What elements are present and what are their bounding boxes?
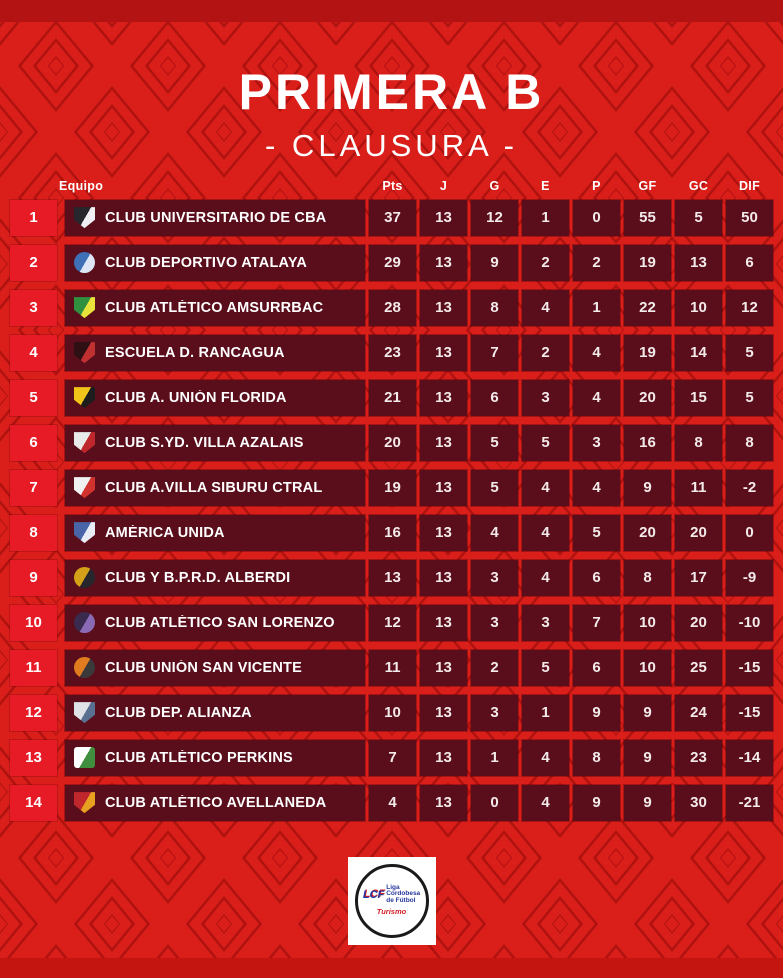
stat-gc: 14 bbox=[675, 335, 722, 371]
stat-e: 4 bbox=[522, 785, 569, 821]
stat-e: 1 bbox=[522, 200, 569, 236]
stat-j: 13 bbox=[420, 785, 467, 821]
stat-dif: 5 bbox=[726, 380, 773, 416]
table-row bbox=[10, 695, 773, 731]
team-cell bbox=[65, 695, 365, 731]
stat-dif: -9 bbox=[726, 560, 773, 596]
stat-e: 4 bbox=[522, 515, 569, 551]
position-badge: 11 bbox=[10, 650, 57, 686]
stat-dif: 0 bbox=[726, 515, 773, 551]
stat-gf: 22 bbox=[624, 290, 671, 326]
stat-p: 4 bbox=[573, 335, 620, 371]
stat-gc: 20 bbox=[675, 515, 722, 551]
stat-gf: 20 bbox=[624, 380, 671, 416]
stat-j: 13 bbox=[420, 695, 467, 731]
stat-pts: 13 bbox=[369, 560, 416, 596]
stat-pts: 11 bbox=[369, 650, 416, 686]
liga-cordobesa-logo-icon bbox=[355, 864, 429, 938]
stat-gf: 10 bbox=[624, 605, 671, 641]
table-row bbox=[10, 470, 773, 506]
stat-gf: 8 bbox=[624, 560, 671, 596]
team-cell bbox=[65, 515, 365, 551]
stat-pts: 28 bbox=[369, 290, 416, 326]
stat-pts: 37 bbox=[369, 200, 416, 236]
team-name: CLUB Y B.P.R.D. ALBERDI bbox=[105, 569, 291, 586]
stat-j: 13 bbox=[420, 515, 467, 551]
team-cell bbox=[65, 200, 365, 236]
stat-dif: 50 bbox=[726, 200, 773, 236]
team-cell bbox=[65, 560, 365, 596]
stat-e: 1 bbox=[522, 695, 569, 731]
team-name: CLUB ATLÉTICO AMSURRBAC bbox=[105, 299, 324, 316]
team-name: CLUB DEP. ALIANZA bbox=[105, 704, 252, 721]
position-badge: 1 bbox=[10, 200, 57, 236]
stat-p: 1 bbox=[573, 290, 620, 326]
stat-e: 5 bbox=[522, 650, 569, 686]
stat-dif: -14 bbox=[726, 740, 773, 776]
stat-g: 6 bbox=[471, 380, 518, 416]
stat-j: 13 bbox=[420, 605, 467, 641]
column-header-pts: Pts bbox=[382, 178, 403, 193]
stat-g: 5 bbox=[471, 470, 518, 506]
stat-p: 6 bbox=[573, 650, 620, 686]
stat-gc: 11 bbox=[675, 470, 722, 506]
stat-pts: 19 bbox=[369, 470, 416, 506]
stat-gc: 8 bbox=[675, 425, 722, 461]
table-row bbox=[10, 425, 773, 461]
stat-gc: 10 bbox=[675, 290, 722, 326]
table-row bbox=[10, 200, 773, 236]
stat-dif: 12 bbox=[726, 290, 773, 326]
stat-gf: 20 bbox=[624, 515, 671, 551]
stat-p: 7 bbox=[573, 605, 620, 641]
stat-g: 4 bbox=[471, 515, 518, 551]
club-crest-icon bbox=[74, 657, 95, 678]
stat-pts: 20 bbox=[369, 425, 416, 461]
stat-p: 3 bbox=[573, 425, 620, 461]
stat-gc: 25 bbox=[675, 650, 722, 686]
team-cell bbox=[65, 785, 365, 821]
stat-dif: 5 bbox=[726, 335, 773, 371]
stat-pts: 21 bbox=[369, 380, 416, 416]
position-badge: 10 bbox=[10, 605, 57, 641]
stat-gf: 9 bbox=[624, 695, 671, 731]
table-row bbox=[10, 245, 773, 281]
stat-gf: 16 bbox=[624, 425, 671, 461]
team-name: CLUB ATLÉTICO PERKINS bbox=[105, 749, 293, 766]
team-name: AMÉRICA UNIDA bbox=[105, 524, 225, 541]
position-badge: 13 bbox=[10, 740, 57, 776]
team-cell bbox=[65, 290, 365, 326]
stat-pts: 7 bbox=[369, 740, 416, 776]
team-name: CLUB ATLÉTICO AVELLANEDA bbox=[105, 794, 327, 811]
stat-dif: 8 bbox=[726, 425, 773, 461]
stat-gc: 23 bbox=[675, 740, 722, 776]
position-badge: 5 bbox=[10, 380, 57, 416]
column-header-gf: GF bbox=[638, 178, 657, 193]
stat-p: 6 bbox=[573, 560, 620, 596]
bottom-bar bbox=[0, 958, 783, 978]
stat-g: 3 bbox=[471, 695, 518, 731]
team-cell bbox=[65, 470, 365, 506]
stat-j: 13 bbox=[420, 335, 467, 371]
stat-gc: 24 bbox=[675, 695, 722, 731]
stat-g: 12 bbox=[471, 200, 518, 236]
stat-gc: 15 bbox=[675, 380, 722, 416]
team-cell bbox=[65, 335, 365, 371]
stat-p: 9 bbox=[573, 785, 620, 821]
stat-pts: 29 bbox=[369, 245, 416, 281]
stat-gf: 19 bbox=[624, 335, 671, 371]
club-crest-icon bbox=[74, 207, 95, 228]
team-cell bbox=[65, 245, 365, 281]
stat-gf: 19 bbox=[624, 245, 671, 281]
stat-dif: -2 bbox=[726, 470, 773, 506]
table-row bbox=[10, 650, 773, 686]
stat-e: 3 bbox=[522, 380, 569, 416]
club-crest-icon bbox=[74, 522, 95, 543]
stat-e: 2 bbox=[522, 245, 569, 281]
logo-line-1: Liga bbox=[386, 883, 400, 891]
stat-g: 9 bbox=[471, 245, 518, 281]
footer bbox=[10, 857, 773, 945]
stat-g: 7 bbox=[471, 335, 518, 371]
club-crest-icon bbox=[74, 747, 95, 768]
stat-p: 4 bbox=[573, 470, 620, 506]
stat-e: 4 bbox=[522, 470, 569, 506]
stat-j: 13 bbox=[420, 290, 467, 326]
table-row bbox=[10, 335, 773, 371]
club-crest-icon bbox=[74, 477, 95, 498]
team-name: ESCUELA D. RANCAGUA bbox=[105, 344, 285, 361]
stat-e: 3 bbox=[522, 605, 569, 641]
stat-p: 2 bbox=[573, 245, 620, 281]
position-badge: 6 bbox=[10, 425, 57, 461]
team-name: CLUB DEPORTIVO ATALAYA bbox=[105, 254, 308, 271]
club-crest-icon bbox=[74, 342, 95, 363]
logo-monogram: LCF bbox=[362, 888, 385, 901]
stat-j: 13 bbox=[420, 560, 467, 596]
club-crest-icon bbox=[74, 252, 95, 273]
stat-gf: 9 bbox=[624, 470, 671, 506]
club-crest-icon bbox=[74, 567, 95, 588]
stat-gc: 30 bbox=[675, 785, 722, 821]
position-badge: 14 bbox=[10, 785, 57, 821]
logo-line-3: de Fútbol bbox=[386, 896, 416, 904]
stat-gf: 55 bbox=[624, 200, 671, 236]
column-header-j: J bbox=[439, 178, 448, 193]
stat-dif: -21 bbox=[726, 785, 773, 821]
team-cell bbox=[65, 605, 365, 641]
position-badge: 3 bbox=[10, 290, 57, 326]
stat-gf: 10 bbox=[624, 650, 671, 686]
stat-e: 4 bbox=[522, 560, 569, 596]
stat-p: 0 bbox=[573, 200, 620, 236]
stat-e: 4 bbox=[522, 290, 569, 326]
team-cell bbox=[65, 380, 365, 416]
club-crest-icon bbox=[74, 612, 95, 633]
column-header-dif: DIF bbox=[738, 178, 761, 193]
team-cell bbox=[65, 650, 365, 686]
stat-j: 13 bbox=[420, 245, 467, 281]
stat-j: 13 bbox=[420, 425, 467, 461]
stat-j: 13 bbox=[420, 380, 467, 416]
position-badge: 12 bbox=[10, 695, 57, 731]
stat-e: 4 bbox=[522, 740, 569, 776]
logo-line-2: Cordobesa bbox=[386, 890, 421, 898]
club-crest-icon bbox=[74, 792, 95, 813]
stat-e: 2 bbox=[522, 335, 569, 371]
team-cell bbox=[65, 740, 365, 776]
stat-j: 13 bbox=[420, 650, 467, 686]
stat-dif: -15 bbox=[726, 695, 773, 731]
stat-g: 8 bbox=[471, 290, 518, 326]
column-header-equipo: Equipo bbox=[59, 178, 104, 193]
stat-pts: 10 bbox=[369, 695, 416, 731]
page-title: PRIMERA B bbox=[238, 64, 545, 120]
stat-p: 5 bbox=[573, 515, 620, 551]
stat-p: 8 bbox=[573, 740, 620, 776]
stat-g: 3 bbox=[471, 605, 518, 641]
team-name: CLUB UNIVERSITARIO DE CBA bbox=[105, 209, 327, 226]
club-crest-icon bbox=[74, 432, 95, 453]
club-crest-icon bbox=[74, 702, 95, 723]
stat-g: 1 bbox=[471, 740, 518, 776]
stat-gf: 9 bbox=[624, 740, 671, 776]
stat-j: 13 bbox=[420, 740, 467, 776]
stat-j: 13 bbox=[420, 470, 467, 506]
team-name: CLUB A.VILLA SIBURU CTRAL bbox=[105, 479, 323, 496]
stat-gc: 13 bbox=[675, 245, 722, 281]
team-cell bbox=[65, 425, 365, 461]
team-name: CLUB S.YD. VILLA AZALAIS bbox=[105, 434, 304, 451]
logo-script-text: Turismo bbox=[376, 907, 407, 917]
table-row bbox=[10, 380, 773, 416]
stat-p: 9 bbox=[573, 695, 620, 731]
team-name: CLUB UNIÓN SAN VICENTE bbox=[105, 659, 302, 676]
table-row bbox=[10, 515, 773, 551]
stat-g: 5 bbox=[471, 425, 518, 461]
stat-dif: -10 bbox=[726, 605, 773, 641]
stat-pts: 12 bbox=[369, 605, 416, 641]
stat-j: 13 bbox=[420, 200, 467, 236]
club-crest-icon bbox=[74, 297, 95, 318]
table-row bbox=[10, 605, 773, 641]
position-badge: 2 bbox=[10, 245, 57, 281]
table-row bbox=[10, 785, 773, 821]
table-row bbox=[10, 740, 773, 776]
stat-pts: 23 bbox=[369, 335, 416, 371]
stat-gc: 20 bbox=[675, 605, 722, 641]
league-logo-box bbox=[348, 857, 436, 945]
top-bar bbox=[0, 0, 783, 22]
stat-pts: 16 bbox=[369, 515, 416, 551]
page-subtitle: - CLAUSURA - bbox=[265, 127, 518, 163]
column-header-gc: GC bbox=[688, 178, 709, 193]
column-header-p: P bbox=[592, 178, 601, 193]
position-badge: 9 bbox=[10, 560, 57, 596]
stat-gc: 17 bbox=[675, 560, 722, 596]
table-header bbox=[10, 178, 773, 194]
stat-gf: 9 bbox=[624, 785, 671, 821]
stat-g: 2 bbox=[471, 650, 518, 686]
stat-dif: 6 bbox=[726, 245, 773, 281]
stat-gc: 5 bbox=[675, 200, 722, 236]
stat-e: 5 bbox=[522, 425, 569, 461]
standings-rows bbox=[10, 200, 773, 821]
column-header-g: G bbox=[489, 178, 500, 193]
stat-g: 0 bbox=[471, 785, 518, 821]
stat-dif: -15 bbox=[726, 650, 773, 686]
stat-pts: 4 bbox=[369, 785, 416, 821]
position-badge: 8 bbox=[10, 515, 57, 551]
stat-p: 4 bbox=[573, 380, 620, 416]
club-crest-icon bbox=[74, 387, 95, 408]
table-row bbox=[10, 290, 773, 326]
column-header-e: E bbox=[541, 178, 550, 193]
position-badge: 7 bbox=[10, 470, 57, 506]
stat-g: 3 bbox=[471, 560, 518, 596]
team-name: CLUB ATLÉTICO SAN LORENZO bbox=[105, 614, 335, 631]
team-name: CLUB A. UNIÓN FLORIDA bbox=[105, 389, 287, 406]
table-row bbox=[10, 560, 773, 596]
position-badge: 4 bbox=[10, 335, 57, 371]
